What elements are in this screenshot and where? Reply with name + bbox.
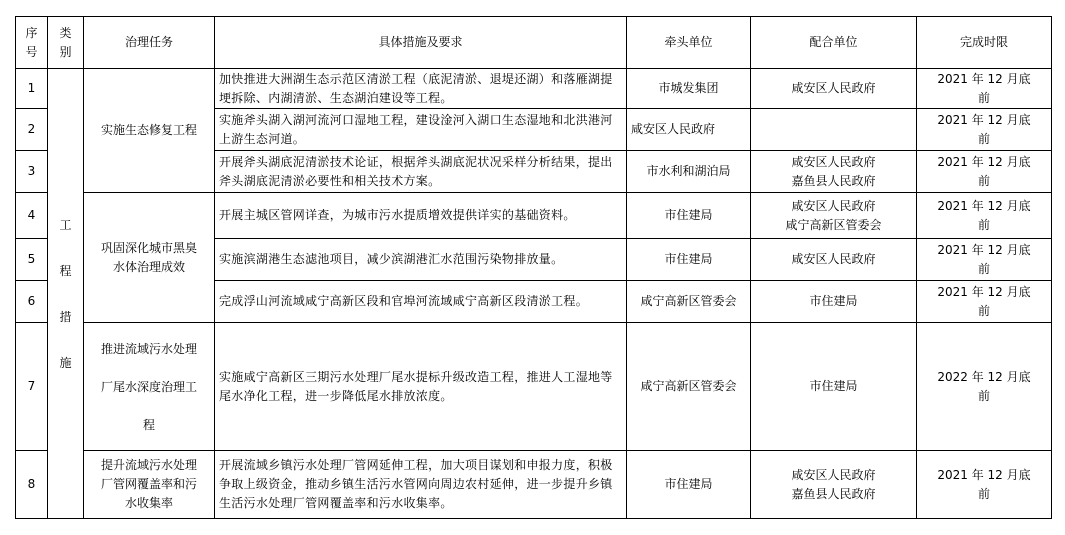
coop-unit-cell xyxy=(751,109,917,151)
table-row xyxy=(16,451,1052,519)
deadline-cell: 2021 年 12 月底 前 xyxy=(917,151,1052,193)
row-seq: 7 xyxy=(16,323,48,451)
lead-unit-cell: 市住建局 xyxy=(627,193,751,239)
category-cell: 工 程 措 施 xyxy=(48,69,84,519)
measure-cell: 实施滨湖港生态滤池项目，减少滨湖港汇水范围污染物排放量。 xyxy=(215,239,627,281)
header-seq: 序 号 xyxy=(16,17,48,69)
task-cell: 实施生态修复工程 xyxy=(84,69,215,193)
coop-unit-cell: 咸安区人民政府 xyxy=(751,239,917,281)
row-seq: 3 xyxy=(16,151,48,193)
header-lead-unit: 牵头单位 xyxy=(627,17,751,69)
lead-unit-cell: 市城发集团 xyxy=(627,69,751,109)
deadline-cell: 2021 年 12 月底 前 xyxy=(917,69,1052,109)
measure-cell: 开展流域乡镇污水处理厂管网延伸工程，加大项目谋划和申报力度，积极争取上级资金，推动乡镇生活污水管网向周边农村延伸，进一步提升乡镇生活污水处理厂管网覆盖率和污水收集率。 xyxy=(215,451,627,519)
row-seq: 4 xyxy=(16,193,48,239)
table-row xyxy=(16,69,1052,109)
deadline-cell: 2021 年 12 月底 前 xyxy=(917,239,1052,281)
measure-cell: 开展斧头湖底泥清淤技术论证，根据斧头湖底泥状况采样分析结果，提出斧头湖底泥清淤必要性和相关技术方案。 xyxy=(215,151,627,193)
coop-unit-cell: 咸安区人民政府 咸宁高新区管委会 xyxy=(751,193,917,239)
measure-cell: 加快推进大洲湖生态示范区清淤工程（底泥清淤、退堤还湖）和落雁湖提埂拆除、内湖清淤、生态湖泊建设等工程。 xyxy=(215,69,627,109)
row-seq: 6 xyxy=(16,281,48,323)
coop-unit-cell: 咸安区人民政府 嘉鱼县人民政府 xyxy=(751,451,917,519)
lead-unit-cell: 咸宁高新区管委会 xyxy=(627,323,751,451)
deadline-cell: 2021 年 12 月底 前 xyxy=(917,109,1052,151)
header-category: 类 别 xyxy=(48,17,84,69)
table-row xyxy=(16,193,1052,239)
deadline-cell: 2021 年 12 月底 前 xyxy=(917,281,1052,323)
task-cell: 巩固深化城市黑臭 水体治理成效 xyxy=(84,193,215,323)
table-row xyxy=(16,323,1052,451)
deadline-cell: 2022 年 12 月底 前 xyxy=(917,323,1052,451)
coop-unit-cell: 咸安区人民政府 xyxy=(751,69,917,109)
header-measures: 具体措施及要求 xyxy=(215,17,627,69)
header-coop-unit: 配合单位 xyxy=(751,17,917,69)
row-seq: 2 xyxy=(16,109,48,151)
coop-unit-cell: 市住建局 xyxy=(751,281,917,323)
coop-unit-cell: 市住建局 xyxy=(751,323,917,451)
lead-unit-cell: 咸安区人民政府 xyxy=(627,109,751,151)
task-cell: 推进流域污水处理 厂尾水深度治理工 程 xyxy=(84,323,215,451)
lead-unit-cell: 市住建局 xyxy=(627,239,751,281)
coop-unit-cell: 咸安区人民政府 嘉鱼县人民政府 xyxy=(751,151,917,193)
governance-task-table xyxy=(15,16,1052,519)
deadline-cell: 2021 年 12 月底 前 xyxy=(917,451,1052,519)
task-cell: 提升流域污水处理 厂管网覆盖率和污 水收集率 xyxy=(84,451,215,519)
lead-unit-cell: 市水利和湖泊局 xyxy=(627,151,751,193)
measure-cell: 完成浮山河流域咸宁高新区段和官埠河流域咸宁高新区段清淤工程。 xyxy=(215,281,627,323)
header-row xyxy=(16,17,1052,69)
row-seq: 8 xyxy=(16,451,48,519)
row-seq: 5 xyxy=(16,239,48,281)
row-seq: 1 xyxy=(16,69,48,109)
header-deadline: 完成时限 xyxy=(917,17,1052,69)
lead-unit-cell: 咸宁高新区管委会 xyxy=(627,281,751,323)
deadline-cell: 2021 年 12 月底 前 xyxy=(917,193,1052,239)
lead-unit-cell: 市住建局 xyxy=(627,451,751,519)
measure-cell: 实施斧头湖入湖河流河口湿地工程，建设淦河入湖口生态湿地和北洪港河上游生态河道。 xyxy=(215,109,627,151)
header-task: 治理任务 xyxy=(84,17,215,69)
measure-cell: 实施咸宁高新区三期污水处理厂尾水提标升级改造工程，推进人工湿地等尾水净化工程，进一步降低尾水排放浓度。 xyxy=(215,323,627,451)
measure-cell: 开展主城区管网详查，为城市污水提质增效提供详实的基础资料。 xyxy=(215,193,627,239)
